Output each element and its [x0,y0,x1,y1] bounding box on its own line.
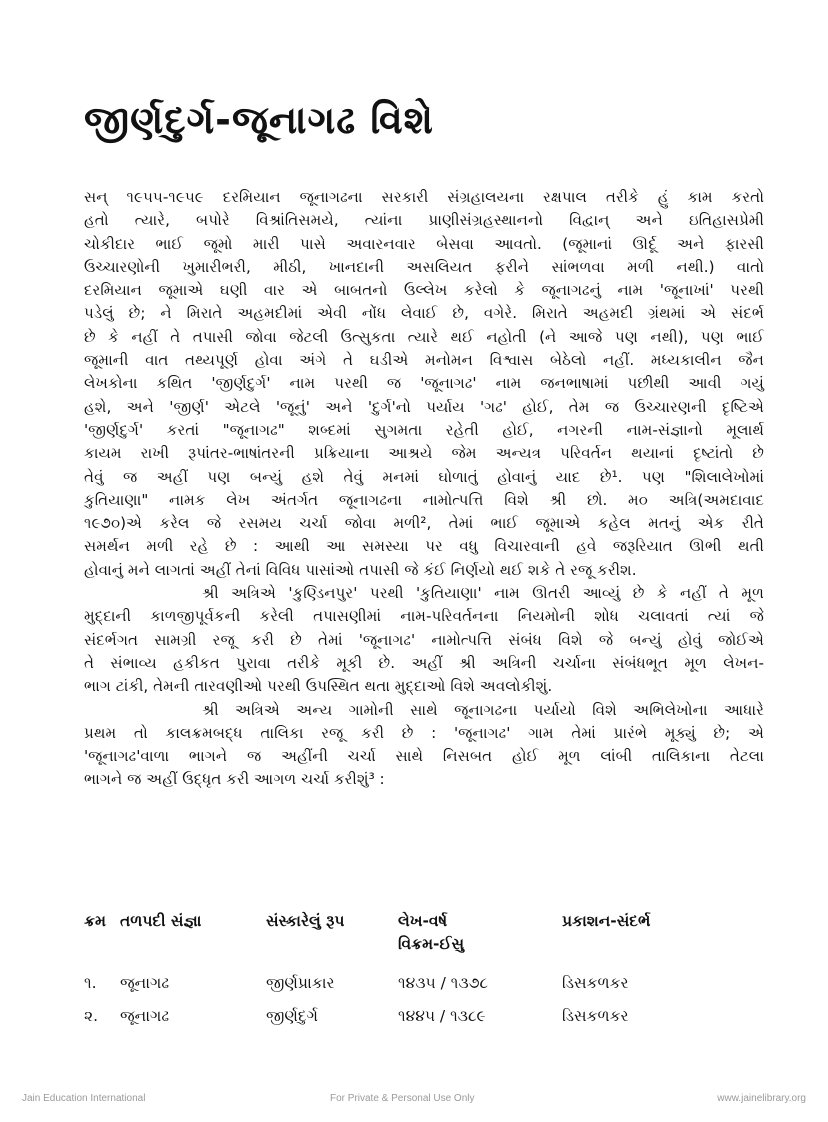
text-line: દરમિયાન જૂમાએ ઘણી વાર એ બાબતનો ઉલ્લેખ કરેલો કે જૂનાગઢનું નામ 'જૂનાખાં' પરથી [84,281,764,300]
text-line: શ્રી અત્રિએ અન્ય ગામોની સાથે જૂનાગઢના પર્યાયો વિશે અભિલેખોના આધારે [202,700,764,719]
table-row [84,993,764,1026]
text-line: મુદ્દાની કાળજીપૂર્વકની કરેલી તપાસણીમાં નામ-પરિવર્તનના નિયમોની શોધ ચલાવતાં ત્યાં જે [84,607,764,626]
cell-local-name: જૂનાગઢ [120,974,170,992]
text-line: ૧૯૭૦)એ કરેલ જે રસમય ચર્ચા જોવા મળી², તેમાં ભાઈ જૂમાએ કહેલ મતનું એક રીતે [84,514,764,533]
text-line: 'જીર્ણદુર્ગ' કરતાં "જૂનાગઢ" શબ્દમાં સુગમતા રહેતી હોઈ, નગરની નામ-સંજ્ઞાનો મૂલાર્થ [84,420,764,439]
footer-usage-note: For Private & Personal Use Only [330,1093,475,1104]
table-header-row [84,912,764,956]
cell-reference: ડિસકળકર [562,974,629,992]
text-line: હશે, અને 'જીર્ણ' એટલે 'જૂનું' અને 'દુર્ગ'નો પર્યાય 'ગઢ' હોઈ, તેમ જ ઉચ્ચારણની દૃષ્ટિએ [84,397,764,416]
paragraph-1 [84,186,764,582]
paragraph-3 [84,699,764,792]
name-table [84,912,764,1026]
cell-number: ૨. [84,1007,99,1025]
text-line: ભાગ ટાંકી, તેમની તારવણીઓ પરથી ઉપસ્થિત થતા મુદ્દાઓ વિશે અવલોકીશું. [84,677,553,696]
cell-sanskrit-form: જીર્ણપ્રાકાર [266,974,335,992]
column-header-publication-ref: પ્રકાશન-સંદર્ભ [562,912,651,930]
text-line: પડેલું છે; ને મિરાતે અહમદીમાં એવી નોંધ લેવાઈ છે, વગેરે. મિરાતે અહમદી ગ્રંથમાં એ સંદર્ભ [84,304,764,323]
text-line: સંદર્ભગત સામગ્રી રજૂ કરી છે તેમાં 'જૂનાગઢ' નામોત્પત્તિ સંબંધ વિશે જે બન્યું હોવું જોઈએ [84,630,764,649]
footer-website-link[interactable]: www.jainelibrary.org [717,1093,806,1104]
text-line: કાયમ રાખી રૂપાંતર-ભાષાંતરની પ્રક્રિયાના આશ્રયે જેમ અન્યત્ર પરિવર્તન થયાનાં દૃષ્ટાંતો છે [84,444,764,463]
table-row [84,956,764,993]
column-header-sanskrit-form: સંસ્કારેલું રૂપ [266,912,345,930]
text-line: 'જૂનાગઢ'વાળા ભાગને જ અહીંની ચર્ચા સાથે નિસબત હોઈ મૂળ લાંબી તાલિકાના તેટલા [84,747,764,766]
paragraph-2 [84,582,764,698]
text-line: શ્રી અત્રિએ 'કુણ્ડિનપુર' પરથી 'કુતિયાણા' નામ ઊતરી આવ્યું છે કે નહીં તે મૂળ [202,584,764,603]
text-line: હતો ત્યારે, બપોરે વિશ્રાંતિસમયે, ત્યાંના પ્રાણીસંગ્રહસ્થાનનો વિદ્વાન્ અને ઇતિહાસપ્રેમી [84,211,764,230]
cell-local-name: જૂનાગઢ [120,1007,170,1025]
body-text [84,186,764,792]
inscription-year-label: લેખ-વર્ષ [398,912,448,930]
text-line: હોવાનું મને લાગતાં અહીં તેનાં વિવિધ પાસાંઓ તપાસી જે કંઈ નિર્ણયો થઈ શકે તે રજૂ કરીશ. [84,560,637,579]
text-line: ચોકીદાર ભાઈ જૂમો મારી પાસે અવારનવાર બેસવા આવતો. (જૂમાનાં ઊર્દૂ અને ફારસી [84,234,764,253]
cell-reference: ડિસકળકર [562,1007,629,1025]
cell-sanskrit-form: જીર્ણદુર્ગ [266,1007,318,1025]
text-line: તેવું જ અહીં પણ બન્યું હશે તેવું મનમાં ઘોળાતું હોવાનું યાદ છે¹. પણ "શિલાલેખોમાં [84,467,764,486]
cell-year: ૧૪૩૫ / ૧૩૭૮ [398,974,489,992]
footer-publisher: Jain Education International [22,1093,146,1104]
text-line: તે સંભાવ્ય હકીકત પુરાવા તરીકે મૂકી છે. અહીં શ્રી અત્રિની ચર્ચાના સંબંધભૂત મૂળ લેખન- [84,653,764,672]
text-line: પ્રથમ તો કાલક્રમબદ્ધ તાલિકા રજૂ કરી છે : 'જૂનાગઢ' ગામ તેમાં પ્રારંભે મૂક્યું છે; એ [84,723,764,742]
text-line: ભાગને જ અહીં ઉદ્ધૃત કરી આગળ ચર્ચા કરીશું³ : [84,770,385,789]
era-subheader: વિક્રમ-ઈસુ [398,935,464,953]
text-line: જૂમાની વાત તથ્યપૂર્ણ હોવા અંગે તે ઘડીએ મનોમન વિશ્વાસ બેઠેલો નહીં. મધ્યકાલીન જૈન [84,351,764,370]
text-line: સન્ ૧૯૫૫-૧૯૫૯ દરમિયાન જૂનાગઢના સરકારી સંગ્રહાલયના રક્ષપાલ તરીકે હું કામ કરતો [84,188,764,206]
column-header-inscription-year [398,912,562,956]
column-header-local-name: તળપદી સંજ્ઞા [120,912,202,930]
text-line: લેખકોના કથિત 'જીર્ણદુર્ગ' નામ પરથી જ 'જૂનાગઢ' નામ જનભાષામાં પછીથી આવી ગયું [84,374,764,393]
page-title: જીર્ણદુર્ગ-જૂનાગઢ વિશે [84,98,434,142]
text-line: છે કે નહીં તે તપાસી જોવા જેટલી ઉત્સુકતા ત્યારે થઈ નહોતી (ને આજે પણ નથી), પણ ભાઈ [84,327,764,346]
cell-number: ૧. [84,974,97,992]
text-line: સમર્થન મળી રહે છે : આથી આ સમસ્યા પર વધુ વિચારવાની હવે જરૂરિયાત ઊભી થતી [84,537,764,556]
text-line: કુતિયાણા" નામક લેખ અંતર્ગત જૂનાગઢના નામોત્પત્તિ વિશે શ્રી છો. મ૦ અત્રિ(અમદાવાદ [84,490,764,509]
cell-year: ૧૪૪૫ / ૧૩૮૯ [398,1007,486,1025]
column-header-number: ક્રમ [84,912,106,930]
text-line: ઉચ્ચારણોની ખુમારીભરી, મીઠી, ખાનદાની અસલિયત ફરીને સાંભળવા મળી નથી.) વાતો [84,257,764,276]
